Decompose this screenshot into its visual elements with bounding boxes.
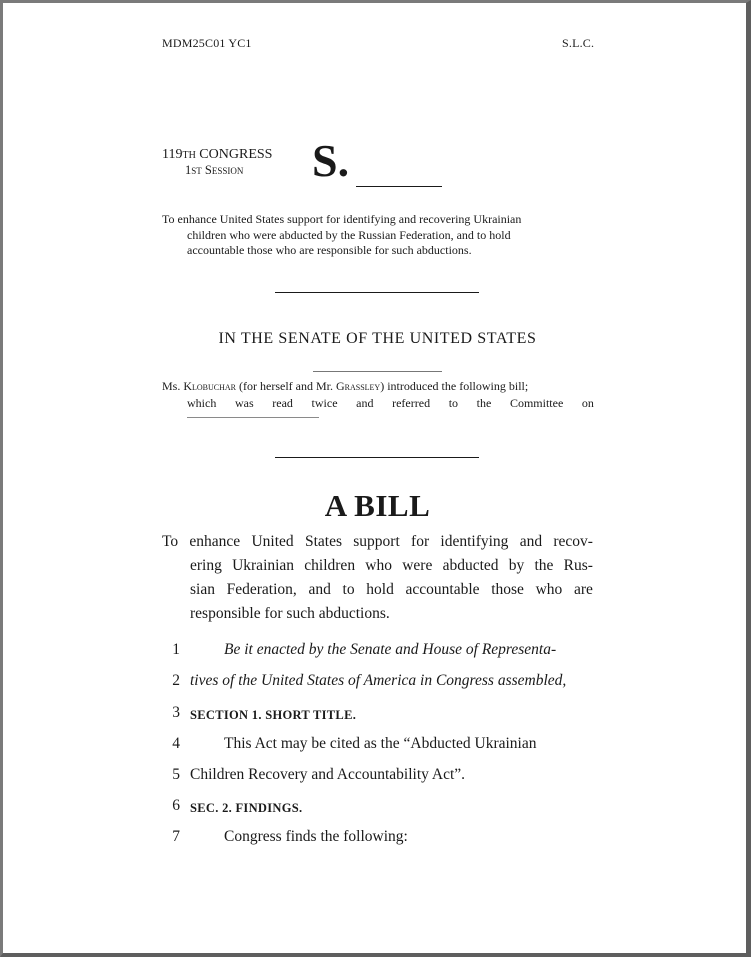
line-number: 4 <box>172 735 180 752</box>
purpose-word: those <box>491 581 524 598</box>
purpose-word: recov- <box>553 533 593 550</box>
purpose-line <box>162 578 593 602</box>
introduction-text <box>162 378 594 421</box>
committee-line <box>162 411 594 421</box>
intro-word: referred <box>392 395 431 410</box>
purpose-word: were <box>402 557 433 574</box>
enacting-clause: Be it enacted by the Senate and House of Representa- <box>224 641 557 658</box>
bill-purpose <box>162 530 593 626</box>
purpose-word: ering <box>190 557 222 574</box>
sponsor-name: Klobuchar <box>183 379 237 393</box>
chamber-heading: IN THE SENATE OF THE UNITED STATES <box>218 330 537 347</box>
intro-word: read <box>272 395 293 410</box>
purpose-word: United <box>251 533 294 550</box>
purpose-word: hold <box>366 581 394 598</box>
section-text: Children Recovery and Accountability Act”. <box>190 766 466 783</box>
purpose-line <box>162 554 593 578</box>
purpose-word: sian <box>190 581 215 598</box>
purpose-word: Ukrainian <box>232 557 295 574</box>
slc-code: S.L.C. <box>562 36 595 50</box>
intro-word: was <box>234 395 254 410</box>
purpose-word: identifying <box>440 533 509 550</box>
purpose-word: are <box>573 581 593 598</box>
purpose-word: by <box>508 557 525 574</box>
introduction-line <box>162 378 594 395</box>
intro-word: on <box>581 395 594 410</box>
purpose-word: accountable <box>405 581 480 598</box>
session-label: 1st Session <box>185 163 244 177</box>
bill-prefix: S. <box>312 135 350 186</box>
section-heading: SECTION 1. SHORT TITLE. <box>190 708 357 722</box>
purpose-word: Federation, <box>226 581 297 598</box>
purpose-word: support <box>353 533 400 550</box>
purpose-word: abducted <box>442 557 499 574</box>
purpose-word: and <box>308 581 331 598</box>
intro-word: Committee <box>509 395 564 410</box>
intro-word: which <box>187 395 217 410</box>
line-number: 7 <box>172 828 180 845</box>
purpose-summary-line: children who were abducted by the Russian Federation, and to hold <box>187 227 511 242</box>
line-number: 3 <box>172 704 180 721</box>
purpose-word: States <box>304 533 342 550</box>
intro-word: the <box>476 395 492 410</box>
intro-word: twice <box>311 395 338 410</box>
line-number: 2 <box>172 672 180 689</box>
enacting-clause: tives of the United States of America in Congress assembled, <box>190 672 567 689</box>
intro-text: ) introduced the following bill; <box>380 379 529 393</box>
divider-rule <box>275 457 479 458</box>
purpose-word: and <box>519 533 543 550</box>
intro-word: and <box>356 395 374 410</box>
divider-rule <box>275 292 479 293</box>
divider-short-rule <box>313 371 442 372</box>
line-number: 5 <box>172 766 180 783</box>
section-text: This Act may be cited as the “Abducted Ukrainian <box>224 735 537 752</box>
purpose-summary-line: To enhance United States support for identifying and recovering Ukrainian <box>162 212 522 226</box>
congress-label <box>162 147 272 163</box>
purpose-summary <box>162 212 594 259</box>
purpose-word: children <box>304 557 356 574</box>
purpose-word: to <box>342 581 355 598</box>
line-number: 1 <box>172 641 180 658</box>
intro-word: to <box>448 395 459 410</box>
intro-text: (for herself and Mr. <box>236 379 336 393</box>
introduction-line <box>162 395 594 412</box>
bill-title: A BILL <box>324 488 431 523</box>
purpose-word: To <box>162 533 179 550</box>
line-number: 6 <box>172 797 180 814</box>
section-text: Congress finds the following: <box>224 828 408 845</box>
cosponsor-name: Grassley <box>335 379 381 393</box>
purpose-word: enhance <box>189 533 241 550</box>
intro-text: Ms. <box>162 379 184 393</box>
committee-blank <box>187 417 319 418</box>
purpose-word: Rus- <box>563 557 593 574</box>
purpose-word: for <box>411 533 430 550</box>
bill-number-blank <box>356 186 442 187</box>
purpose-line <box>162 530 593 554</box>
purpose-summary-line: accountable those who are responsible for such abductions. <box>187 243 472 257</box>
purpose-word: who <box>365 557 392 574</box>
purpose-line: responsible for such abductions. <box>190 605 390 622</box>
section-heading: SEC. 2. FINDINGS. <box>190 801 303 815</box>
purpose-word: who <box>535 581 563 598</box>
congress-text: 119th CONGRESS <box>162 147 273 162</box>
purpose-word: the <box>534 557 554 574</box>
document-code: MDM25C01 YC1 <box>162 36 252 50</box>
